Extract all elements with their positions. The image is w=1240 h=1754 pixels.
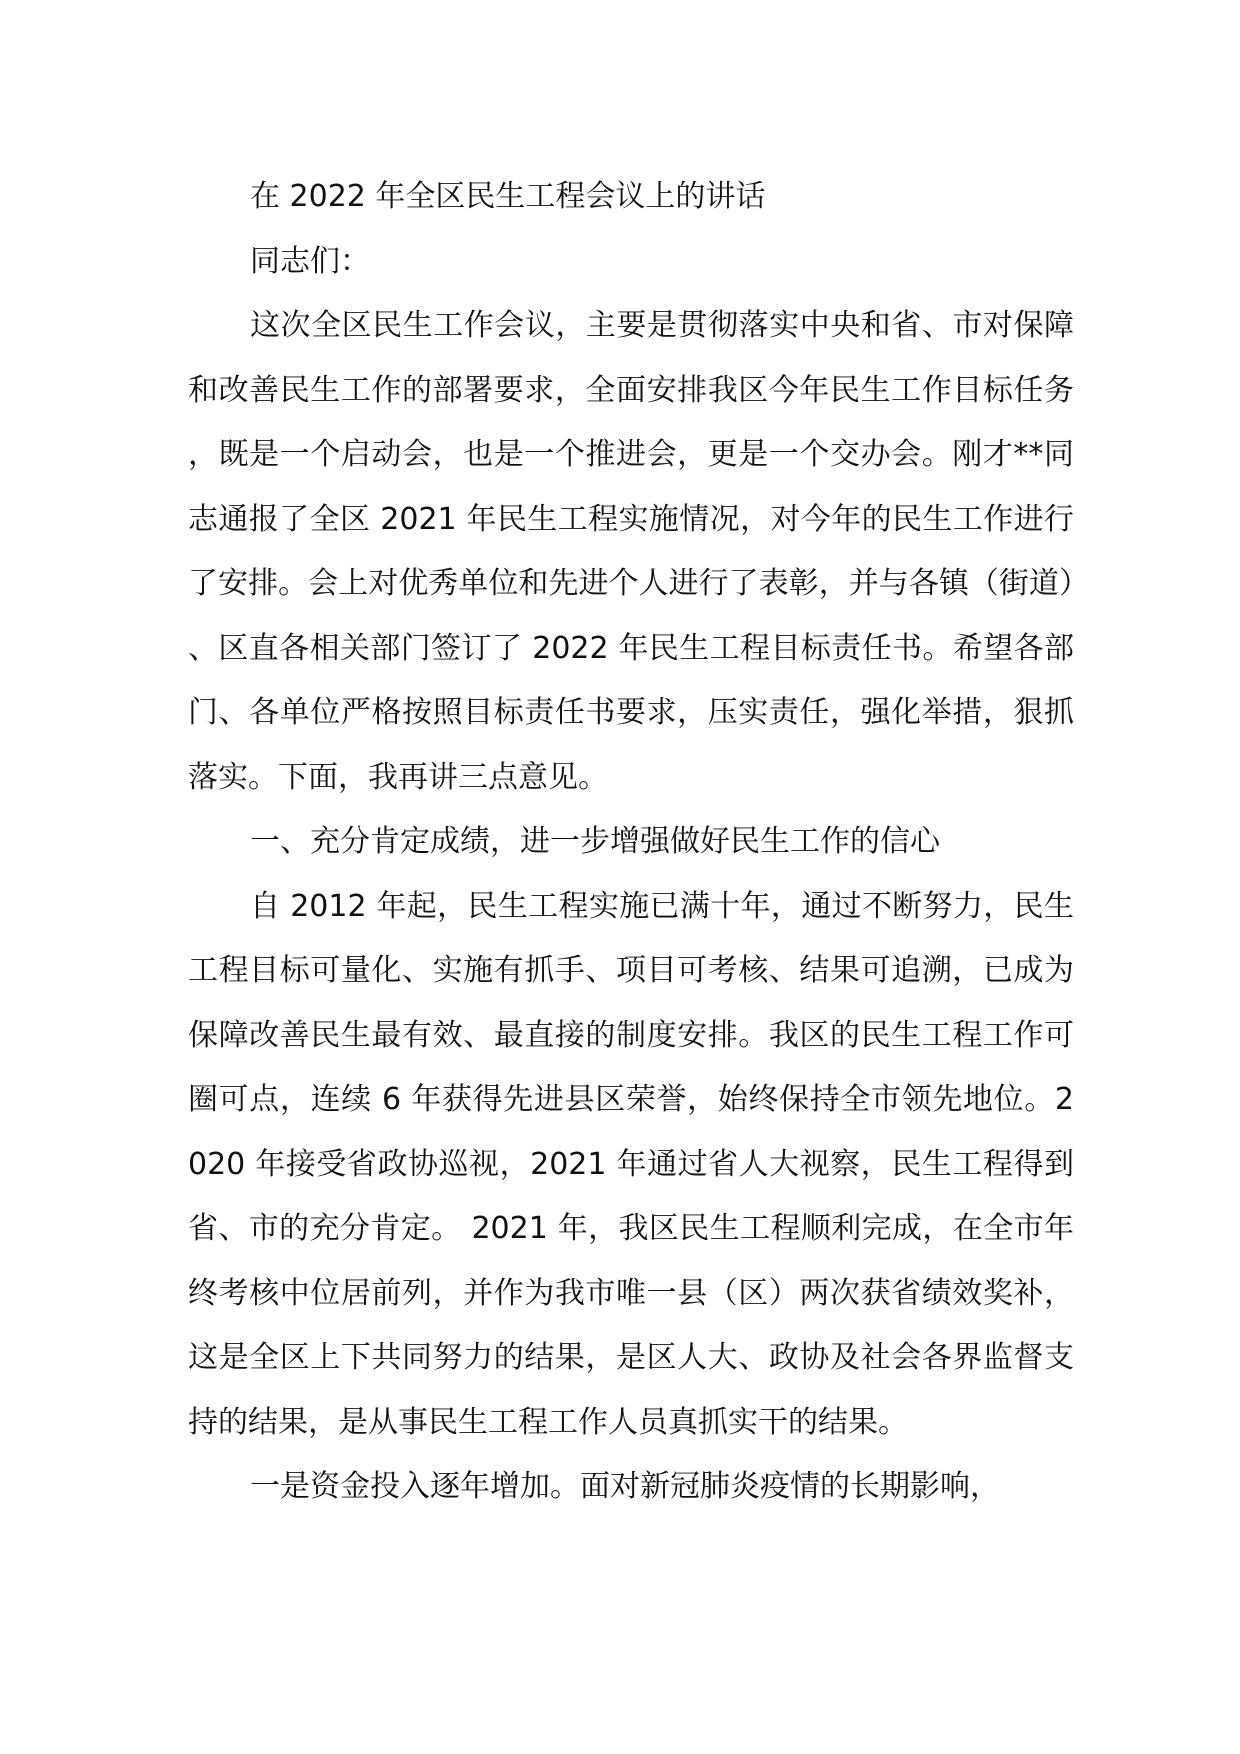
paragraph-intro: 这次全区民生工作会议，主要是贯彻落实中央和省、市对保障和改善民生工作的部署要求，全面安排我区今年民生工作目标任务，既是一个启动会，也是一个推进会，更是一个交办会。刚才**同志通报了全区 2021 年民生工程实施情况，对今年的民生工作进行了安排。会上对优秀单位和先进个人进行了表彰，并与各镇（街道）、区直各相关部门签订了 2022 年民生工程目标责任书。希望各部门、各单位严格按照目标责任书要求，压实责任，强化举措，狠抓落实。下面，我再讲三点意见。 [188, 308, 1074, 795]
greeting: 同志们： [250, 243, 370, 279]
paragraph-funding: 一是资金投入逐年增加。面对新冠肺炎疫情的长期影响， [250, 1469, 1000, 1504]
document-title: 在 2022 年全区民生工程会议上的讲话 [250, 179, 766, 214]
document-body [188, 165, 1074, 1520]
paragraph-achievements: 自 2012 年起，民生工程实施已满十年，通过不断努力，民生工程目标可量化、实施有抓手、项目可考核、结果可追溯，已成为保障改善民生最有效、最直接的制度安排。我区的民生工程工作可圈可点，连续 6 年获得先进县区荣誉，始终保持全市领先地位。2020 年接受省政协巡视，2021 年通过省人大视察，民生工程得到省、市的充分肯定。 2021 年，我区民生工程顺利完成，在全市年终考核中位居前列，并作为我市唯一县（区）两次获省绩效奖补，这是全区上下共同努力的结果，是区人大、政协及社会各界监督支持的结果，是从事民生工程工作人员真抓实干的结果。 [188, 888, 1074, 1440]
section-heading-1: 一、充分肯定成绩，进一步增强做好民生工作的信心 [250, 824, 940, 859]
